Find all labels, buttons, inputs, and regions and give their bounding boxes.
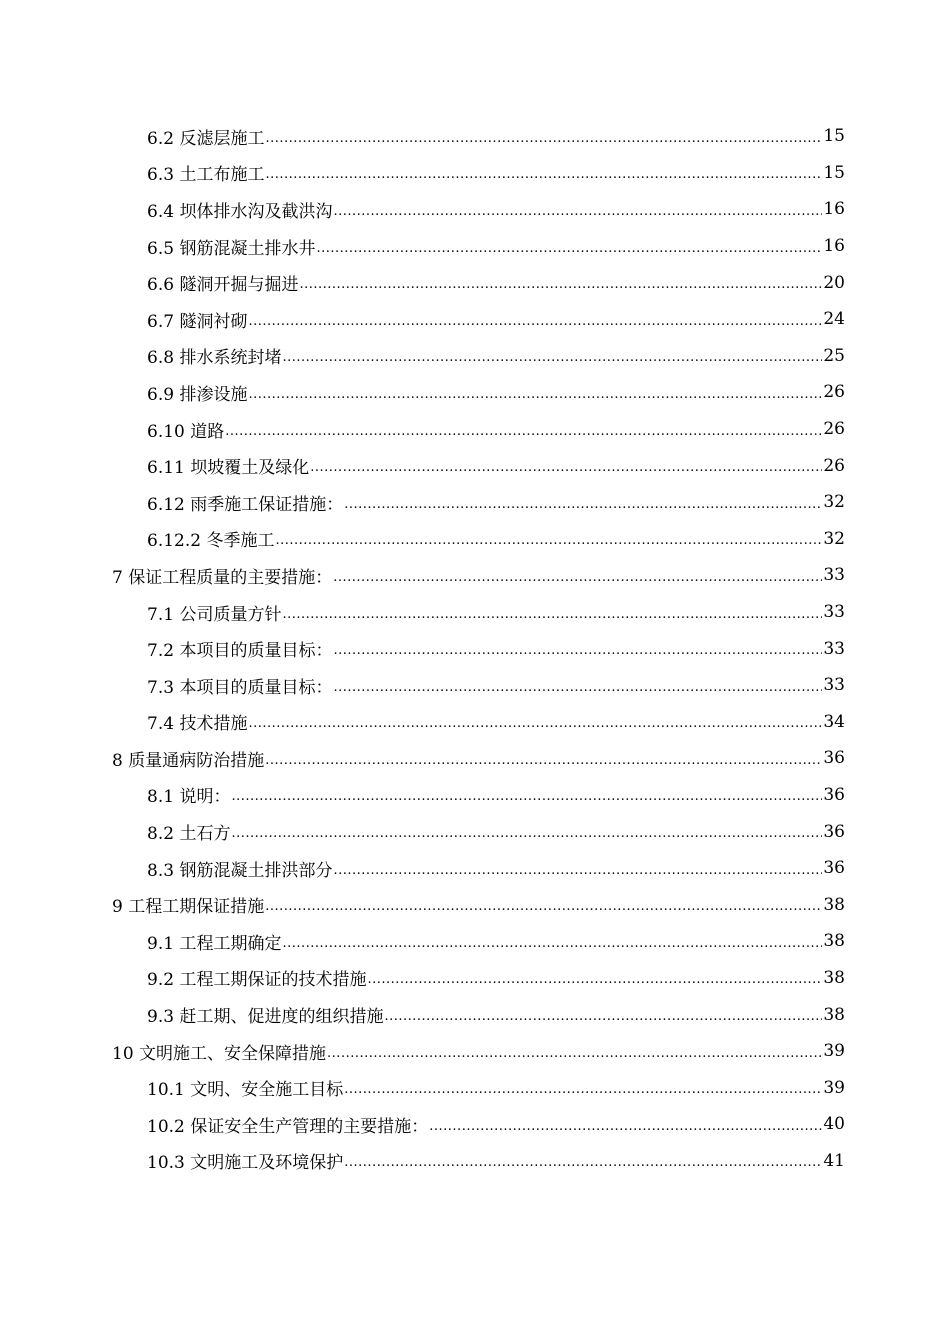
toc-entry[interactable]	[0, 813, 950, 850]
toc-entry[interactable]	[0, 630, 950, 667]
toc-entry[interactable]	[0, 338, 950, 375]
toc-entry[interactable]	[0, 996, 950, 1033]
toc-entry[interactable]	[0, 960, 950, 997]
toc-entry-title: 6.6 隧洞开掘与掘进	[147, 275, 299, 296]
toc-entry[interactable]	[0, 484, 950, 521]
toc-entry-page-number: 32	[823, 492, 845, 513]
toc-entry-title: 10.3 文明施工及环境保护	[147, 1153, 344, 1174]
toc-entry[interactable]	[0, 923, 950, 960]
toc-leader-dots	[333, 569, 822, 586]
toc-entry-page-number: 39	[823, 1041, 845, 1062]
toc-leader-dots	[248, 386, 822, 403]
toc-entry[interactable]	[0, 777, 950, 814]
toc-entry-page-number: 33	[823, 638, 845, 659]
toc-entry-page-number: 38	[823, 967, 845, 988]
toc-entry-title: 7.3 本项目的质量目标：	[147, 677, 333, 698]
toc-entry-title: 6.7 隧洞衬砌	[147, 311, 248, 332]
toc-entry[interactable]	[0, 557, 950, 594]
toc-entry-title: 8.1 说明：	[147, 787, 231, 808]
toc-entry[interactable]	[0, 1143, 950, 1180]
toc-entry-page-number: 38	[823, 1004, 845, 1025]
toc-leader-dots	[265, 166, 822, 183]
toc-entry[interactable]	[0, 264, 950, 301]
toc-entry-title: 8.2 土石方	[147, 824, 231, 845]
toc-leader-dots	[327, 1045, 822, 1062]
toc-entry[interactable]	[0, 374, 950, 411]
toc-leader-dots	[275, 532, 822, 549]
toc-leader-dots	[231, 825, 822, 842]
toc-leader-dots	[282, 935, 822, 952]
toc-entry[interactable]	[0, 118, 950, 155]
toc-entry-page-number: 38	[823, 931, 845, 952]
toc-entry-page-number: 39	[823, 1077, 845, 1098]
toc-leader-dots	[384, 1008, 822, 1025]
toc-entry-title: 6.9 排渗设施	[147, 384, 248, 405]
toc-entry-title: 7.2 本项目的质量目标：	[147, 641, 333, 662]
toc-entry[interactable]	[0, 1106, 950, 1143]
toc-entry-page-number: 26	[823, 419, 845, 440]
toc-leader-dots	[225, 423, 822, 440]
toc-leader-dots	[333, 203, 822, 220]
toc-leader-dots	[310, 459, 822, 476]
toc-entry-title: 7 保证工程质量的主要措施：	[112, 567, 333, 588]
toc-entry[interactable]	[0, 447, 950, 484]
toc-entry-page-number: 36	[823, 784, 845, 805]
toc-entry-title: 6.12 雨季施工保证措施：	[147, 494, 344, 515]
toc-entry-page-number: 33	[823, 675, 845, 696]
toc-entry-page-number: 36	[823, 748, 845, 769]
toc-entry-page-number: 26	[823, 455, 845, 476]
toc-entry[interactable]	[0, 667, 950, 704]
toc-entry[interactable]	[0, 594, 950, 631]
toc-entry-page-number: 33	[823, 602, 845, 623]
toc-entry[interactable]	[0, 850, 950, 887]
toc-entry-page-number: 33	[823, 565, 845, 586]
toc-leader-dots	[367, 971, 822, 988]
toc-entry[interactable]	[0, 411, 950, 448]
toc-entry-title: 6.5 钢筋混凝土排水井	[147, 238, 316, 259]
toc-entry[interactable]	[0, 704, 950, 741]
toc-leader-dots	[265, 752, 822, 769]
toc-entry-title: 10.2 保证安全生产管理的主要措施：	[147, 1116, 429, 1137]
toc-entry-page-number: 36	[823, 858, 845, 879]
toc-entry-title: 6.8 排水系统封堵	[147, 348, 282, 369]
toc-entry-page-number: 16	[823, 199, 845, 220]
toc-entry-title: 6.3 土工布施工	[147, 165, 265, 186]
toc-leader-dots	[265, 898, 822, 915]
toc-leader-dots	[333, 642, 822, 659]
toc-leader-dots	[299, 276, 822, 293]
toc-leader-dots	[282, 606, 822, 623]
toc-leader-dots	[333, 679, 822, 696]
toc-entry-page-number: 34	[823, 711, 845, 732]
toc-entry-page-number: 24	[823, 309, 845, 330]
toc-leader-dots	[282, 349, 822, 366]
toc-entry[interactable]	[0, 886, 950, 923]
toc-entry-title: 6.4 坝体排水沟及截洪沟	[147, 201, 333, 222]
toc-entry-title: 10.1 文明、安全施工目标	[147, 1080, 344, 1101]
toc-leader-dots	[344, 1154, 822, 1171]
toc-entry-title: 6.10 道路	[147, 421, 225, 442]
toc-leader-dots	[248, 715, 822, 732]
toc-entry-title: 9.3 赶工期、促进度的组织措施	[147, 1007, 384, 1028]
toc-entry-page-number: 25	[823, 345, 845, 366]
toc-leader-dots	[344, 496, 822, 513]
toc-entry-page-number: 36	[823, 821, 845, 842]
toc-entry-title: 7.1 公司质量方针	[147, 604, 282, 625]
toc-entry-title: 6.2 反滤层施工	[147, 128, 265, 149]
toc-leader-dots	[265, 130, 822, 147]
toc-entry-page-number: 32	[823, 528, 845, 549]
toc-entry-page-number: 20	[823, 272, 845, 293]
toc-leader-dots	[231, 788, 822, 805]
toc-entry-title: 7.4 技术措施	[147, 714, 248, 735]
toc-entry[interactable]	[0, 191, 950, 228]
toc-entry-title: 8 质量通病防治措施	[112, 750, 265, 771]
toc-entry-title: 6.11 坝坡覆土及绿化	[147, 458, 310, 479]
toc-entry-page-number: 38	[823, 894, 845, 915]
toc-entry[interactable]	[0, 301, 950, 338]
toc-entry-page-number: 15	[823, 126, 845, 147]
toc-entry[interactable]	[0, 228, 950, 265]
toc-entry-page-number: 26	[823, 382, 845, 403]
toc-entry[interactable]	[0, 1069, 950, 1106]
toc-entry[interactable]	[0, 740, 950, 777]
toc-entry-page-number: 16	[823, 236, 845, 257]
toc-leader-dots	[344, 1081, 822, 1098]
toc-entry-title: 6.12.2 冬季施工	[147, 531, 275, 552]
toc-entry[interactable]	[0, 521, 950, 558]
toc-entry-title: 9 工程工期保证措施	[112, 897, 265, 918]
toc-leader-dots	[429, 1118, 822, 1135]
toc-entry-page-number: 40	[823, 1114, 845, 1135]
toc-entry-title: 10 文明施工、安全保障措施	[112, 1043, 327, 1064]
toc-entry-title: 9.2 工程工期保证的技术措施	[147, 970, 367, 991]
toc-leader-dots	[333, 862, 822, 879]
table-of-contents	[0, 118, 950, 1179]
toc-entry-page-number: 41	[823, 1150, 845, 1171]
toc-leader-dots	[316, 240, 822, 257]
toc-leader-dots	[248, 313, 822, 330]
toc-entry-page-number: 15	[823, 162, 845, 183]
toc-entry[interactable]	[0, 155, 950, 192]
toc-entry-title: 9.1 工程工期确定	[147, 933, 282, 954]
toc-entry-title: 8.3 钢筋混凝土排洪部分	[147, 860, 333, 881]
toc-entry[interactable]	[0, 1033, 950, 1070]
